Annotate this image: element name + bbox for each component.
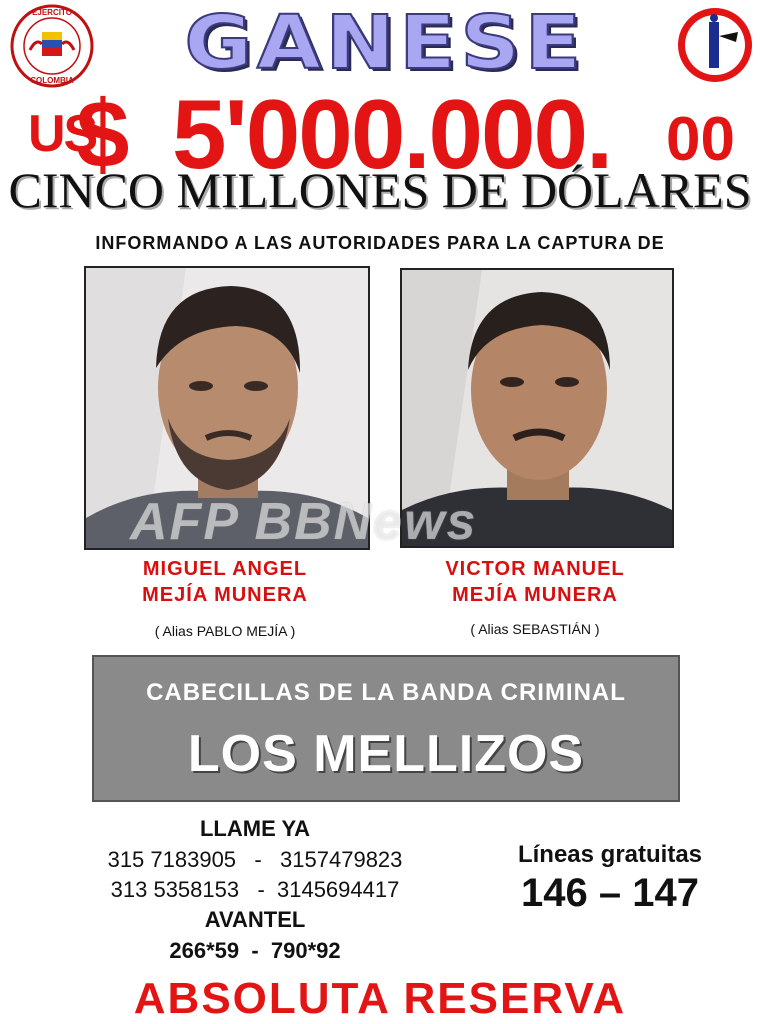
phone-numbers-line1: 315 7183905 - 3157479823	[107, 847, 403, 872]
banner-subtitle: CABECILLAS DE LA BANDA CRIMINAL	[146, 679, 626, 706]
person-1-alias: ( Alias PABLO MEJÍA )	[154, 623, 296, 639]
person-1-name	[100, 556, 350, 608]
police-emblem-logo	[676, 6, 754, 84]
reward-in-words: CINCO MILLONES DE DÓLARES	[8, 162, 752, 218]
currency-code: US	[28, 105, 97, 163]
person-1-name-line2: MEJÍA MUNERA	[142, 584, 308, 606]
person-2-name-line2: MEJÍA MUNERA	[452, 584, 618, 606]
afp-watermark: AFP BBNews	[130, 493, 478, 551]
gang-banner	[92, 655, 680, 802]
confidentiality-footer: ABSOLUTA RESERVA	[133, 974, 627, 1023]
person-2-alias: ( Alias SEBASTIÁN )	[470, 621, 600, 637]
call-now-label: LLAME YA	[199, 816, 311, 841]
avantel-numbers: 266*59 - 790*92	[169, 938, 341, 963]
gang-name: LOS MELLIZOS	[187, 725, 585, 783]
person-2-name-line1: VICTOR MANUEL	[445, 558, 625, 580]
person-2-name	[410, 556, 660, 608]
person-1-name-line1: MIGUEL ANGEL	[142, 558, 308, 580]
poster-title: GANESE	[184, 0, 586, 86]
avantel-label: AVANTEL	[204, 907, 306, 932]
informing-text: INFORMANDO A LAS AUTORIDADES PARA LA CAPTURA DE	[95, 233, 665, 253]
free-lines-numbers: 146 – 147	[521, 871, 699, 915]
phone-numbers-line2: 313 5358153 - 3145694417	[110, 877, 400, 902]
dollar-sign: $	[76, 81, 130, 188]
free-lines-label: Líneas gratuitas	[517, 841, 703, 868]
reward-value: 5'000.000.	[172, 79, 612, 189]
svg-text:EJERCITO: EJERCITO	[32, 8, 72, 17]
svg-text:COLOMBIA: COLOMBIA	[30, 76, 74, 85]
reward-cents: 00	[666, 105, 735, 174]
